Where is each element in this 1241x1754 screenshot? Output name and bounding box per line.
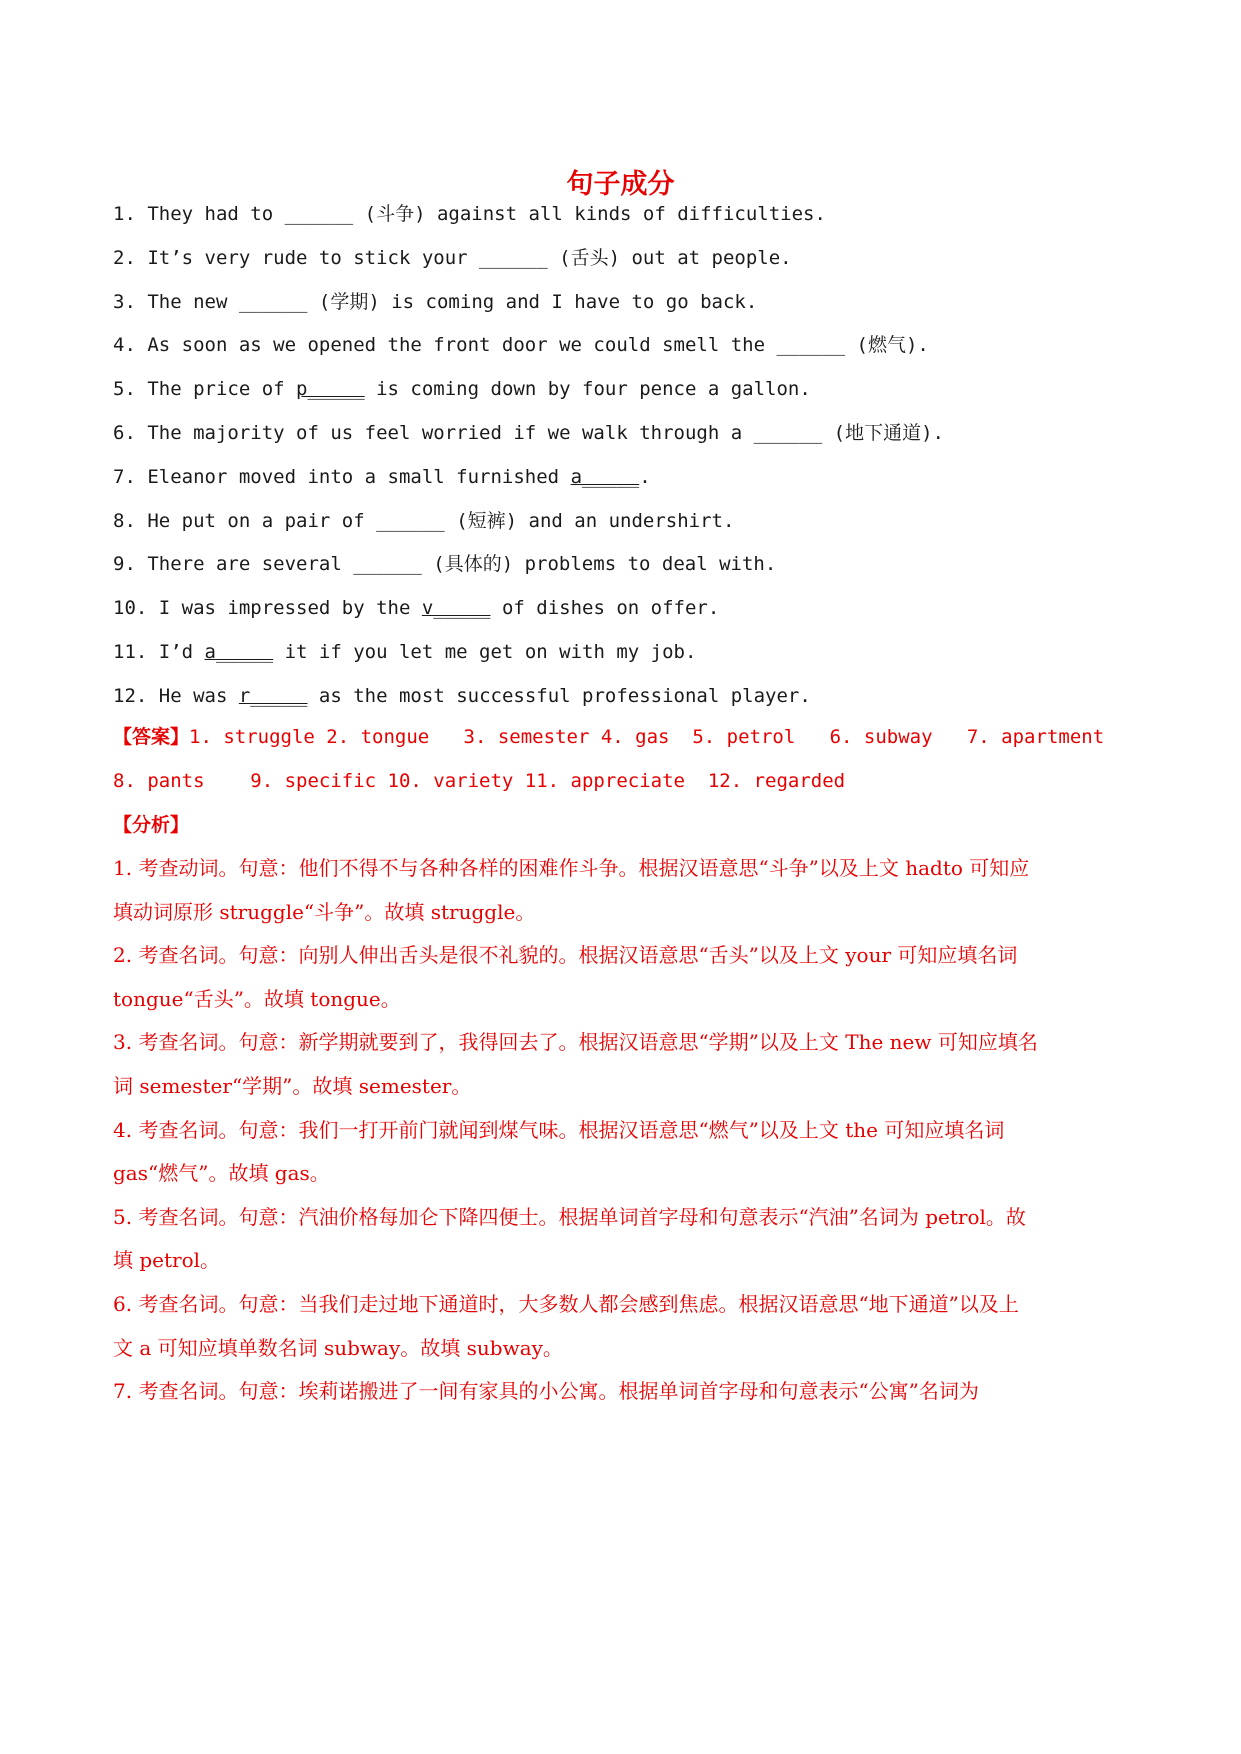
question-line: [113, 506, 734, 536]
analysis-line: gas“燃气”。故填 gas。: [113, 1161, 330, 1186]
question-text: 6. The majority of us feel worried if we walk through a: [113, 422, 754, 444]
analysis-line: 4. 考查名词。句意：我们一打开前门就闻到煤气味。根据汉语意思“燃气”以及上文 the 可知应填名词: [113, 1117, 1005, 1142]
question-text: of dishes on offer.: [490, 597, 720, 620]
analysis-line: 3. 考查名词。句意：新学期就要到了，我得回去了。根据汉语意思“学期”以及上文 The new 可知应填名: [113, 1030, 1038, 1055]
question-text: (地下通道).: [822, 422, 944, 444]
question-text: 3. The new: [113, 290, 239, 313]
question-text: .: [639, 465, 651, 488]
analysis-label: 【分析】: [113, 814, 190, 836]
answer-blank: ______: [353, 553, 422, 576]
question-line: [113, 330, 929, 360]
question-text: 8. He put on a pair of: [113, 509, 377, 532]
analysis-line: 6. 考查名词。句意：当我们走过地下通道时，大多数人都会感到焦虑。根据汉语意思“地下通道”以及上: [113, 1292, 1019, 1316]
analysis-line: 词 semester“学期”。故填 semester。: [113, 1074, 472, 1098]
question-line: [113, 243, 792, 273]
analysis-line: 填 petrol。: [113, 1248, 221, 1273]
question-text: 10. I was impressed by the: [113, 597, 422, 620]
question-text: 7. Eleanor moved into a small furnished: [113, 465, 571, 488]
question-text: (具体的) problems to deal with.: [421, 553, 777, 576]
answer-blank: r_____: [238, 684, 308, 707]
answer-blank: ______: [238, 290, 308, 313]
answer-blank: a_____: [570, 465, 640, 488]
question-line: [113, 462, 651, 492]
question-text: 12. He was: [113, 684, 239, 707]
page-title: 句子成分: [566, 169, 675, 200]
answer-blank: p_____: [296, 378, 365, 401]
question-line: [113, 374, 811, 404]
question-text: (斗争) against all kinds of difficulties.: [353, 203, 826, 225]
analysis-line: tongue“舌头”。故填 tongue。: [113, 986, 401, 1011]
answer-blank: ______: [479, 246, 548, 269]
analysis-line: 1. 考查动词。句意：他们不得不与各种各样的困难作斗争。根据汉语意思“斗争”以及上文 hadto 可知应: [113, 856, 1030, 880]
question-line: [113, 681, 811, 711]
answer-blank: v_____: [421, 597, 491, 620]
question-text: (舌头) out at people.: [547, 246, 792, 269]
answer-line-2: 8. pants 9. specific 10. variety 11. appreciate 12. regarded: [113, 770, 846, 792]
answer-blank: ______: [284, 203, 354, 225]
analysis-line: 2. 考查名词。句意：向别人伸出舌头是很不礼貌的。根据汉语意思“舌头”以及上文 your 可知应填名词: [113, 943, 1018, 968]
answer-text-1: 1. struggle 2. tongue 3. semester 4. gas 5. petrol 6. subway 7. apartment: [189, 726, 1105, 748]
question-text: 2. It’s very rude to stick your: [113, 246, 480, 269]
question-text: (燃气).: [845, 334, 929, 357]
question-line: [113, 418, 944, 448]
question-text: as the most successful professional player.: [307, 684, 811, 707]
answer-blank: a_____: [204, 641, 274, 663]
answer-blank: ______: [776, 334, 846, 357]
analysis-line: 填动词原形 struggle“斗争”。故填 struggle。: [113, 899, 536, 924]
question-line: [113, 549, 776, 579]
question-text: is coming down by four pence a gallon.: [364, 378, 811, 401]
question-text: 1. They had to: [113, 203, 285, 225]
question-text: 9. There are several: [113, 553, 354, 576]
question-line: [113, 637, 696, 667]
answer-blank: ______: [376, 509, 445, 532]
analysis-line: 7. 考查名词。句意：埃莉诺搬进了一间有家具的小公寓。根据单词首字母和句意表示“公寓”名词为: [113, 1379, 979, 1404]
question-text: (短裤) and an undershirt.: [444, 509, 735, 532]
answer-label: 【答案】: [113, 726, 190, 748]
question-text: 11. I’d: [113, 641, 205, 663]
question-text: 5. The price of: [113, 378, 297, 401]
answer-line-1: [113, 722, 1104, 752]
analysis-line: 5. 考查名词。句意：汽油价格每加仑下降四便士。根据单词首字母和句意表示“汽油”名词为 petrol。故: [113, 1204, 1026, 1229]
question-line: [113, 199, 826, 229]
question-line: [113, 287, 757, 317]
question-line: [113, 593, 719, 623]
answer-blank: ______: [753, 422, 823, 444]
question-text: it if you let me get on with my job.: [273, 641, 697, 663]
question-text: (学期) is coming and I have to go back.: [307, 290, 758, 313]
question-text: 4. As soon as we opened the front door we could smell the: [113, 334, 777, 357]
analysis-line: 文 a 可知应填单数名词 subway。故填 subway。: [113, 1335, 563, 1360]
